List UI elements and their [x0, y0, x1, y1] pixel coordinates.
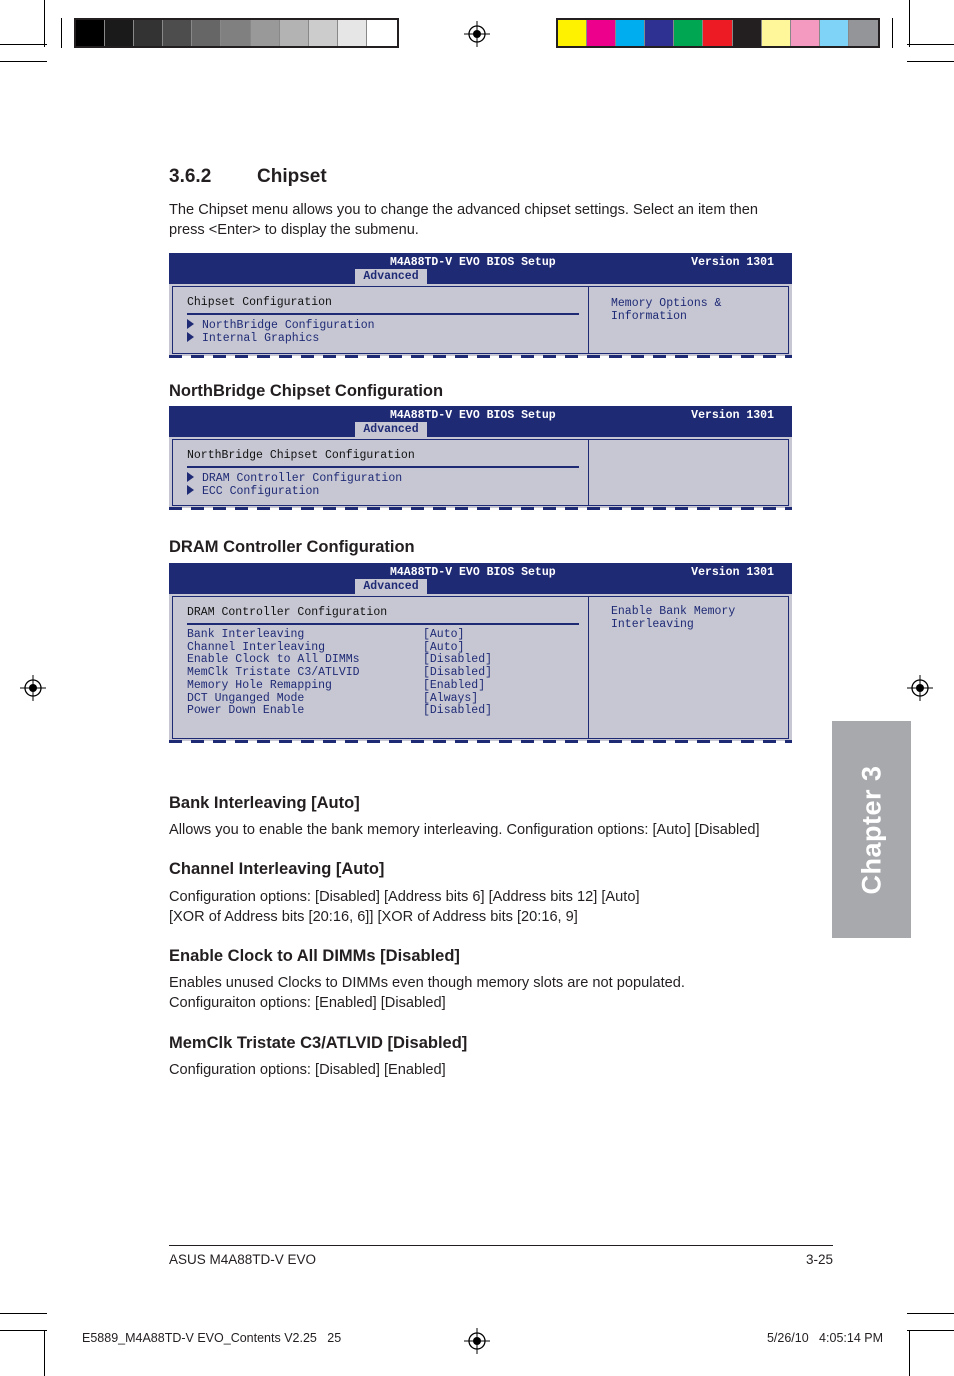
option-description — [169, 1060, 446, 1080]
intro-line: The Chipset menu allows you to change the advanced chipset settings. Select an item then — [169, 202, 758, 218]
description-line: Configuraiton options: [Enabled] [Disabled] — [169, 995, 446, 1011]
color-swatch — [762, 20, 791, 46]
color-swatch — [674, 20, 703, 46]
divider — [187, 623, 579, 625]
menu-item-label: NorthBridge Configuration — [202, 319, 375, 332]
setting-row[interactable] — [187, 667, 492, 680]
menu-item-internal-graphics[interactable] — [187, 332, 319, 346]
bios-help-area — [589, 597, 788, 738]
submenu-arrow-icon — [187, 332, 194, 342]
bios-title: M4A88TD-V EVO BIOS Setup — [390, 566, 556, 579]
option-title: Channel Interleaving [Auto] — [169, 860, 385, 878]
footer-product: ASUS M4A88TD-V EVO — [169, 1252, 317, 1267]
bios-heading: DRAM Controller Configuration — [187, 606, 388, 619]
option-description — [169, 887, 640, 927]
description-line: Configuration options: [Disabled] [Enabled] — [169, 1062, 446, 1078]
submenu-arrow-icon — [187, 485, 194, 495]
menu-item-ecc-configuration[interactable] — [187, 485, 319, 499]
color-swatch — [192, 20, 221, 46]
description-line: Configuration options: [Disabled] [Address bits 6] [Address bits 12] [Auto] — [169, 889, 640, 905]
torn-edge — [169, 507, 792, 510]
description-line: Allows you to enable the bank memory interleaving. Configuration options: [Auto] [Disabled] — [169, 822, 760, 838]
color-swatch — [587, 20, 616, 46]
crop-mark — [907, 61, 954, 62]
color-swatch — [251, 20, 280, 46]
color-swatch — [221, 20, 250, 46]
crop-mark — [0, 1313, 47, 1314]
submenu-arrow-icon — [187, 319, 194, 329]
bios-title: M4A88TD-V EVO BIOS Setup — [390, 409, 556, 422]
section-number: 3.6.2 — [169, 166, 212, 187]
color-swatch — [367, 20, 396, 46]
registration-mark-icon — [907, 675, 933, 701]
color-swatch — [558, 20, 587, 46]
bios-panel-chipset — [169, 253, 792, 356]
help-line: Enable Bank Memory — [611, 605, 736, 618]
registration-mark-icon — [464, 21, 490, 47]
crop-mark — [61, 18, 62, 48]
menu-item-dram-controller-configuration[interactable] — [187, 472, 402, 486]
grayscale-color-bar — [74, 18, 399, 48]
bios-body — [172, 439, 789, 506]
bios-title: M4A88TD-V EVO BIOS Setup — [390, 256, 556, 269]
tab-advanced[interactable]: Advanced — [355, 422, 427, 437]
bios-title-bar — [169, 406, 792, 437]
settings-list — [187, 629, 492, 718]
footer-rule — [169, 1245, 833, 1246]
setting-value: [Auto] — [423, 628, 465, 641]
option-description — [169, 973, 685, 1013]
setting-name: Channel Interleaving — [187, 640, 326, 654]
print-slug-date: 5/26/10 4:05:14 PM — [766, 1331, 883, 1345]
help-line: Information — [611, 309, 687, 323]
bios-heading: NorthBridge Chipset Configuration — [187, 449, 415, 462]
color-swatch — [105, 20, 134, 46]
crop-mark — [44, 1330, 45, 1376]
chapter-tab — [832, 721, 911, 938]
crop-mark — [909, 0, 910, 47]
crop-mark — [907, 1330, 954, 1331]
menu-item-label: ECC Configuration — [202, 485, 320, 498]
color-swatch — [338, 20, 367, 46]
setting-value: [Disabled] — [423, 704, 493, 718]
setting-value: [Always] — [423, 691, 479, 705]
process-color-bar — [556, 18, 880, 48]
divider — [187, 313, 579, 315]
option-title: Bank Interleaving [Auto] — [169, 794, 360, 812]
menu-item-label: DRAM Controller Configuration — [202, 472, 403, 485]
color-swatch — [163, 20, 192, 46]
setting-name: Memory Hole Remapping — [187, 678, 332, 692]
option-description — [169, 820, 760, 840]
bios-title-bar — [169, 253, 792, 284]
color-swatch — [134, 20, 163, 46]
tab-advanced[interactable]: Advanced — [355, 579, 427, 594]
bios-menu-area — [173, 597, 589, 738]
option-title: MemClk Tristate C3/ATLVID [Disabled] — [169, 1034, 468, 1052]
bios-version: Version 1301 — [691, 566, 774, 579]
color-swatch — [703, 20, 732, 46]
setting-value: [Auto] — [423, 640, 465, 654]
setting-name: MemClk Tristate C3/ATLVID — [187, 666, 360, 680]
setting-name: DCT Unganged Mode — [187, 691, 305, 705]
crop-mark — [907, 1313, 954, 1314]
bios-panel-dram — [169, 563, 792, 741]
color-swatch — [645, 20, 674, 46]
color-swatch — [733, 20, 762, 46]
divider — [187, 466, 579, 468]
bios-help-area — [589, 440, 788, 505]
description-line: [XOR of Address bits [20:16, 6]] [XOR of Address bits [20:16, 9] — [169, 909, 578, 925]
bios-heading: Chipset Configuration — [187, 296, 332, 309]
bios-body — [172, 596, 789, 739]
bios-help-area — [589, 287, 788, 353]
bios-version: Version 1301 — [691, 409, 774, 422]
print-slug-file: E5889_M4A88TD-V EVO_Contents V2.25 25 — [82, 1331, 342, 1345]
color-swatch — [820, 20, 849, 46]
color-swatch — [76, 20, 105, 46]
menu-item-label: Internal Graphics — [202, 332, 320, 345]
setting-row[interactable] — [187, 680, 492, 693]
section-title-text: Chipset — [257, 166, 327, 187]
bios-menu-area — [173, 287, 589, 353]
crop-mark — [909, 1330, 910, 1376]
setting-row[interactable] — [187, 629, 492, 642]
setting-name: Enable Clock to All DIMMs — [187, 653, 360, 667]
setting-value: [Enabled] — [423, 678, 486, 692]
help-text — [611, 298, 721, 323]
color-swatch — [280, 20, 309, 46]
tab-advanced[interactable]: Advanced — [355, 269, 427, 284]
help-line: Interleaving — [611, 617, 694, 631]
crop-mark — [0, 61, 47, 62]
registration-mark-icon — [464, 1328, 490, 1354]
setting-name: Power Down Enable — [187, 704, 305, 718]
submenu-arrow-icon — [187, 472, 194, 482]
torn-edge — [169, 740, 792, 743]
bios-panel-northbridge — [169, 406, 792, 508]
setting-value: [Disabled] — [423, 666, 493, 680]
color-swatch — [309, 20, 338, 46]
help-line: Memory Options & — [611, 297, 722, 310]
setting-name: Bank Interleaving — [187, 628, 305, 641]
menu-item-northbridge-configuration[interactable] — [187, 319, 375, 333]
registration-mark-icon — [20, 675, 46, 701]
crop-mark — [907, 44, 954, 45]
option-title: Enable Clock to All DIMMs [Disabled] — [169, 947, 460, 965]
northbridge-heading: NorthBridge Chipset Configuration — [169, 382, 444, 400]
dram-heading: DRAM Controller Configuration — [169, 538, 415, 556]
crop-mark — [44, 0, 45, 47]
description-line: Enables unused Clocks to DIMMs even though memory slots are not populated. — [169, 975, 685, 991]
color-swatch — [791, 20, 820, 46]
footer-page-number: 3-25 — [805, 1252, 833, 1267]
crop-mark — [0, 44, 47, 45]
torn-edge — [169, 355, 792, 358]
setting-value: [Disabled] — [423, 653, 493, 667]
help-text — [611, 606, 735, 631]
crop-mark — [0, 1330, 47, 1331]
bios-version: Version 1301 — [691, 256, 774, 269]
chapter-tab-label: Chapter 3 — [856, 764, 886, 895]
intro-line: press <Enter> to display the submenu. — [169, 222, 419, 238]
crop-mark — [892, 18, 893, 48]
bios-menu-area — [173, 440, 589, 505]
setting-row[interactable] — [187, 705, 492, 718]
intro-paragraph — [169, 200, 758, 240]
section-title — [169, 166, 327, 188]
color-swatch — [616, 20, 645, 46]
bios-title-bar — [169, 563, 792, 594]
bios-body — [172, 286, 789, 354]
color-swatch — [849, 20, 878, 46]
